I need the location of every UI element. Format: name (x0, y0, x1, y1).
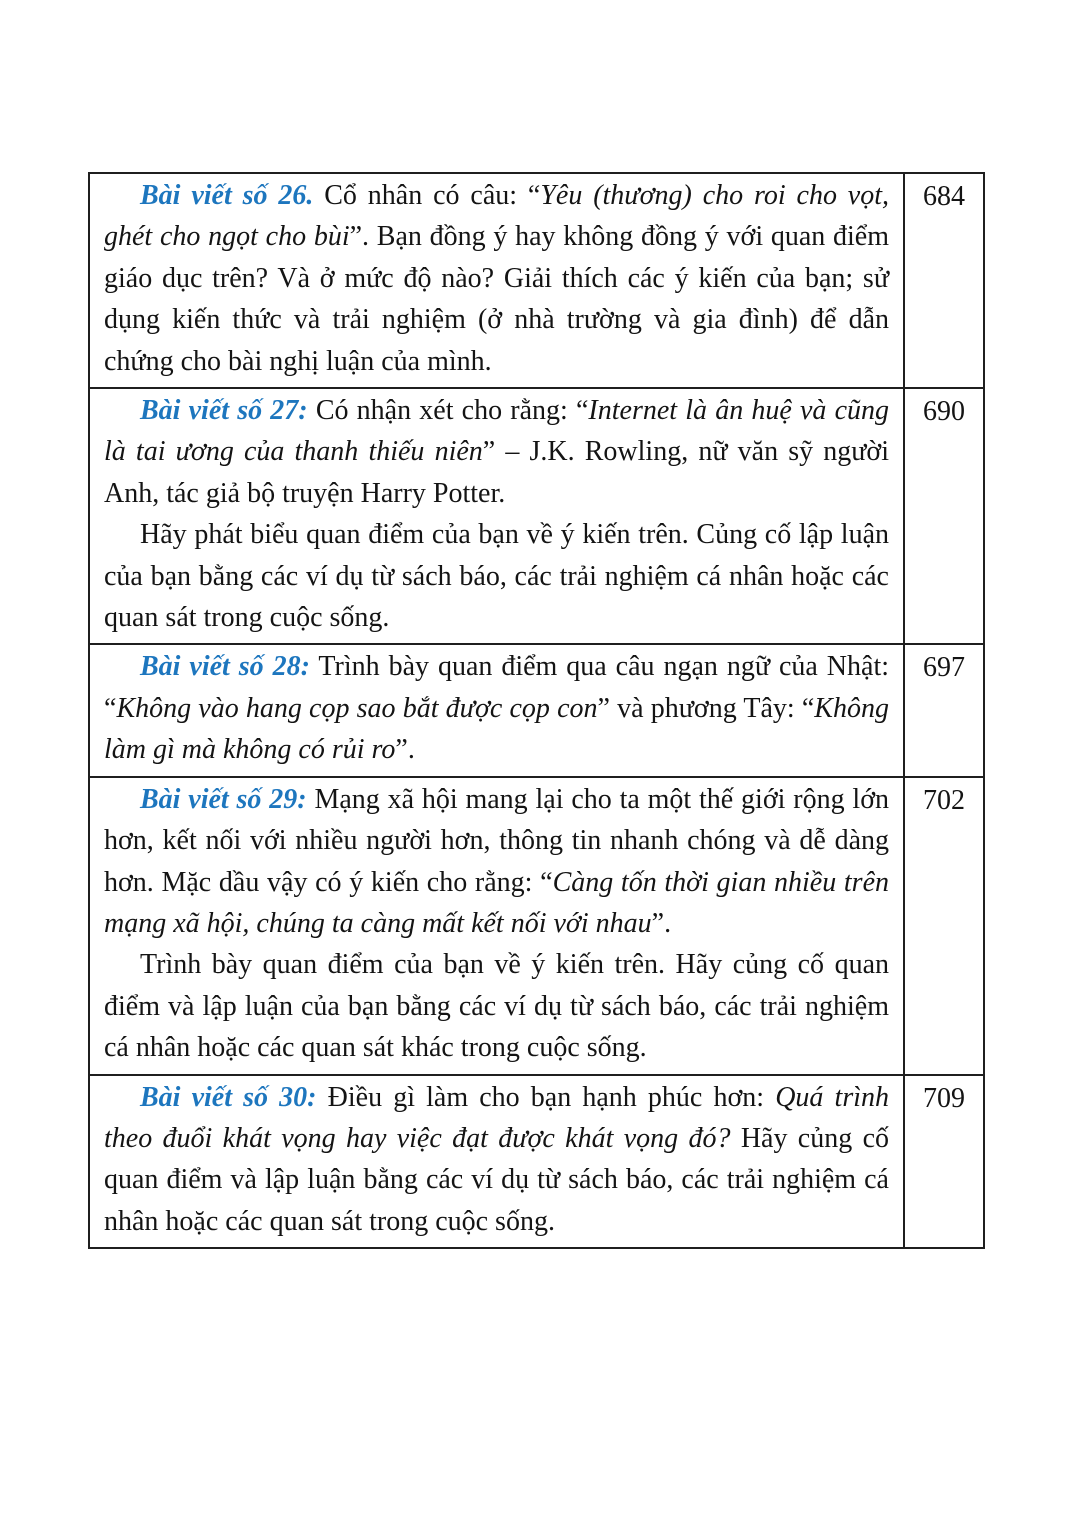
table-row (90, 389, 983, 645)
entry-text: Hãy phát biểu quan điểm của bạn về ý kiến trên. Củng cố lập luận của bạn bằng các ví dụ từ sách báo, các trải nghiệm cá nhân hoặc các quan sát trong cuộc sống. (104, 519, 889, 634)
quoted-italic-text: Internet là ân huệ và cũng là tai ương của thanh thiếu niên (104, 395, 890, 468)
toc-entry-text (90, 1076, 903, 1248)
toc-page-number: 690 (903, 389, 983, 643)
entry-heading: Bài viết số 30: (140, 1081, 317, 1113)
toc-paragraph (104, 390, 889, 514)
toc-entry-text (90, 778, 903, 1074)
entry-heading: Bài viết số 27: (140, 395, 308, 427)
quoted-italic-text: Không vào hang cọp sao bắt được cọp con (116, 692, 598, 724)
entry-text: ” – J.K. Rowling, nữ văn sỹ người Anh, tác giả bộ truyện Harry Potter. (104, 436, 890, 509)
table-row (90, 174, 983, 389)
toc-paragraph (104, 514, 889, 638)
toc-page-number: 697 (903, 645, 983, 775)
entry-heading: Bài viết số 26. (140, 180, 314, 211)
entry-text: ”. (651, 907, 672, 939)
toc-paragraph (104, 944, 889, 1068)
toc-paragraph (104, 1077, 889, 1243)
entry-text: Mạng xã hội mang lại cho ta một thế giới rộng lớn hơn, kết nối với nhiều người hơn, thông tin nhanh chóng và dễ dàng hơn. Mặc dầu vậy có ý kiến cho rằng: “ (104, 783, 890, 898)
entry-heading: Bài viết số 29: (140, 783, 307, 815)
toc-page-number: 684 (903, 174, 983, 387)
toc-entry-text (90, 389, 903, 643)
entry-text: Cổ nhân có câu: “ (324, 180, 541, 211)
table-row (90, 645, 983, 777)
toc-entry-text (90, 174, 903, 387)
quoted-italic-text: Không làm gì mà không có rủi ro (104, 692, 889, 766)
toc-page-number: 702 (903, 778, 983, 1074)
quoted-italic-text: Càng tốn thời gian nhiều trên mạng xã hội, chúng ta càng mất kết nối với nhau (104, 866, 890, 939)
entry-text: ” và phương Tây: “ (597, 692, 815, 724)
entry-text: ”. Bạn đồng ý hay không đồng ý với quan điểm giáo dục trên? Và ở mức độ nào? Giải thích các ý kiến của bạn; sử dụng kiến thức và trải nghiệm (ở nhà trường và gia đình) để dẫn chứng cho bài nghị luận của mình. (104, 221, 890, 377)
toc-paragraph (104, 175, 889, 382)
table-row (90, 778, 983, 1076)
entry-text: Điều gì làm cho bạn hạnh phúc hơn: (327, 1081, 776, 1113)
entry-heading: Bài viết số 28: (140, 651, 310, 683)
toc-page-number: 709 (903, 1076, 983, 1248)
toc-paragraph (104, 646, 889, 770)
table-row (90, 1076, 983, 1248)
quoted-italic-text: Yêu (thương) cho roi cho vọt, ghét cho ngọt cho bùi (104, 180, 890, 253)
toc-entry-text (90, 645, 903, 775)
toc-table (88, 172, 985, 1249)
entry-text: Trình bày quan điểm qua câu ngạn ngữ của Nhật: “ (104, 651, 889, 724)
entry-text: Có nhận xét cho rằng: “ (315, 395, 589, 427)
entry-text: Hãy củng cố quan điểm và lập luận bằng các ví dụ từ sách báo, các trải nghiệm cá nhân hoặc các quan sát trong cuộc sống. (104, 1122, 889, 1237)
toc-paragraph (104, 779, 889, 945)
entry-text: Trình bày quan điểm của bạn về ý kiến trên. Hãy củng cố quan điểm và lập luận của bạn bằng các ví dụ từ sách báo, các trải nghiệm cá nhân hoặc các quan sát khác trong cuộc sống. (104, 949, 889, 1064)
entry-text: ”. (395, 734, 415, 766)
quoted-italic-text: Quá trình theo đuổi khát vọng hay việc đạt được khát vọng đó? (104, 1081, 890, 1154)
